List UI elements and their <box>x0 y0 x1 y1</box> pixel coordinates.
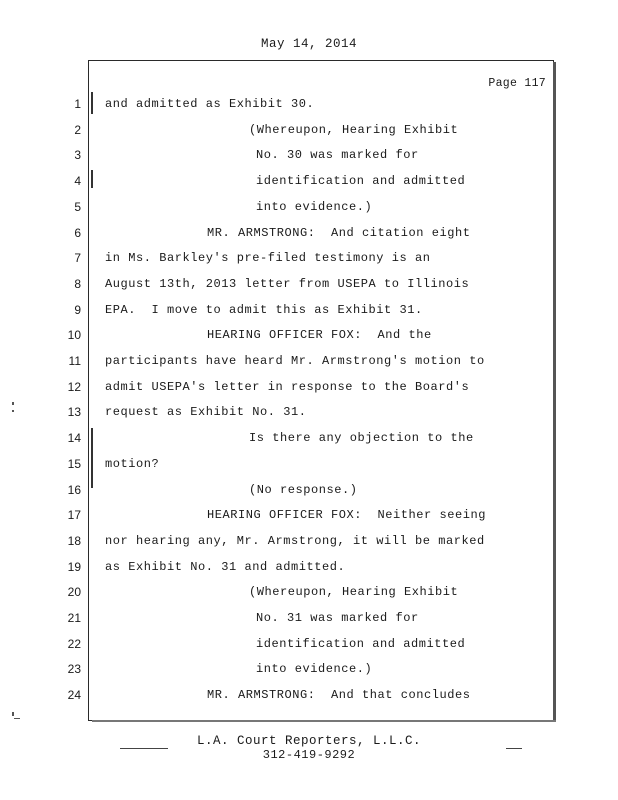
scan-speck <box>14 718 20 719</box>
page-number: Page 117 <box>488 77 546 90</box>
transcript-line: (Whereupon, Hearing Exhibit <box>249 585 459 599</box>
line-number: 11 <box>68 354 81 368</box>
transcript-line: into evidence.) <box>256 662 373 676</box>
transcript-line: identification and admitted <box>256 637 466 651</box>
line-number: 7 <box>74 251 81 265</box>
transcript-line: No. 30 was marked for <box>256 148 419 162</box>
line-number: 24 <box>67 688 81 702</box>
line-number: 18 <box>67 534 81 548</box>
scan-speck <box>12 402 14 405</box>
court-reporter-name: L.A. Court Reporters, L.L.C. <box>196 734 422 748</box>
line-number: 2 <box>74 123 81 137</box>
transcript-line: as Exhibit No. 31 and admitted. <box>105 560 346 574</box>
transcript-line: (Whereupon, Hearing Exhibit <box>249 123 459 137</box>
line-number: 17 <box>67 508 81 522</box>
line-number: 3 <box>74 148 81 162</box>
line-number: 8 <box>74 277 81 291</box>
transcript-line: request as Exhibit No. 31. <box>105 405 307 419</box>
transcript-line: admit USEPA's letter in response to the Board's <box>105 380 470 394</box>
line-number: 1 <box>74 97 81 111</box>
line-number: 12 <box>67 380 81 394</box>
transcript-line: No. 31 was marked for <box>256 611 419 625</box>
transcript-line: Is there any objection to the <box>249 431 474 445</box>
scan-speck <box>12 410 14 412</box>
frame-edge-shadow <box>553 62 556 722</box>
line-number: 21 <box>67 611 81 625</box>
transcript-line: (No response.) <box>249 483 358 497</box>
transcript-line: and admitted as Exhibit 30. <box>105 97 315 111</box>
margin-mark <box>91 428 93 488</box>
line-number: 9 <box>74 303 81 317</box>
frame-bottom-shadow <box>92 720 556 722</box>
transcript-date: May 14, 2014 <box>260 37 357 51</box>
transcript-line: in Ms. Barkley's pre-filed testimony is an <box>105 251 431 265</box>
line-number: 22 <box>67 637 81 651</box>
transcript-line: MR. ARMSTRONG: And citation eight <box>207 226 471 240</box>
transcript-line: nor hearing any, Mr. Armstrong, it will be marked <box>105 534 485 548</box>
line-number: 20 <box>67 585 81 599</box>
transcript-line: EPA. I move to admit this as Exhibit 31. <box>105 303 423 317</box>
line-number: 15 <box>67 457 81 471</box>
transcript-line: identification and admitted <box>256 174 466 188</box>
line-number: 4 <box>74 174 81 188</box>
court-reporter-phone: 312-419-9292 <box>262 748 356 762</box>
transcript-line: August 13th, 2013 letter from USEPA to Illinois <box>105 277 470 291</box>
line-number: 6 <box>74 226 81 240</box>
line-number: 13 <box>67 405 81 419</box>
line-number: 10 <box>67 328 81 342</box>
line-number: 19 <box>67 560 81 574</box>
line-number: 14 <box>67 431 81 445</box>
transcript-line: MR. ARMSTRONG: And that concludes <box>207 688 471 702</box>
transcript-line: into evidence.) <box>256 200 373 214</box>
transcript-line: participants have heard Mr. Armstrong's motion to <box>105 354 485 368</box>
line-number: 23 <box>67 662 81 676</box>
transcript-line: HEARING OFFICER FOX: And the <box>207 328 432 342</box>
scan-speck <box>12 712 14 716</box>
margin-mark <box>91 92 93 114</box>
line-number: 5 <box>74 200 81 214</box>
margin-mark <box>91 170 93 188</box>
line-number: 16 <box>67 483 81 497</box>
transcript-line: motion? <box>105 457 160 471</box>
transcript-line: HEARING OFFICER FOX: Neither seeing <box>207 508 487 522</box>
